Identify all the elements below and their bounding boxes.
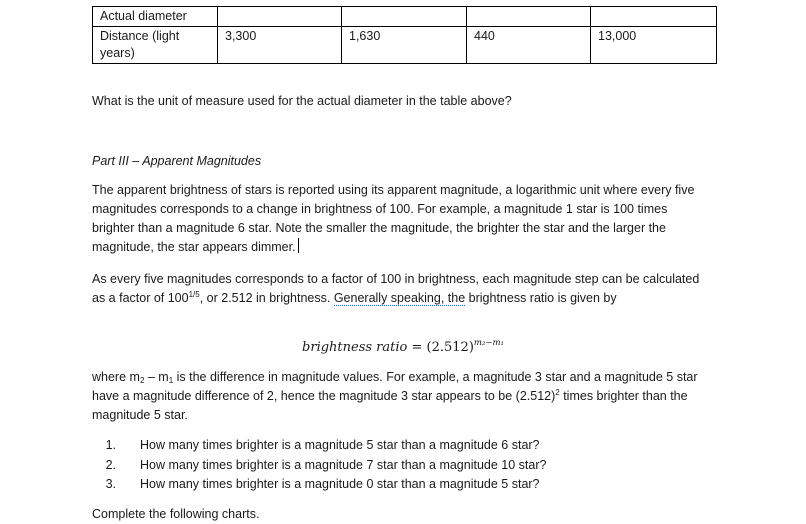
paragraph-factor-part1: As every five magnitudes corresponds to a factor of 100 in brightness, each magnitude step can be calculated as a factor of 100 bbox=[92, 272, 700, 305]
paragraph-factor[interactable] bbox=[92, 270, 712, 308]
table-cell[interactable] bbox=[342, 7, 467, 27]
list-item[interactable] bbox=[92, 436, 712, 456]
text-cursor bbox=[298, 238, 299, 253]
exponent-one-fifth: 1/5 bbox=[188, 290, 200, 299]
table-cell[interactable]: 1,630 bbox=[342, 27, 467, 64]
list-item-text: How many times brighter is a magnitude 7 star than a magnitude 10 star? bbox=[140, 457, 547, 472]
row-label-actual-diameter: Actual diameter bbox=[93, 7, 218, 27]
paragraph-example[interactable] bbox=[92, 368, 712, 425]
formula-exponent: m₂−m₁ bbox=[473, 338, 504, 348]
question-list bbox=[92, 436, 712, 495]
subscript-1: 1 bbox=[168, 376, 174, 385]
subscript-2: 2 bbox=[139, 376, 145, 385]
table-row-actual-diameter bbox=[93, 7, 717, 27]
brightness-ratio-formula[interactable] bbox=[0, 338, 806, 355]
formula-lhs: brightness ratio bbox=[302, 340, 408, 355]
grammar-flagged-text[interactable]: Generally speaking, the bbox=[333, 291, 466, 305]
paragraph-example-part3: is the difference in magnitude values. For example, a magnitude 3 star and a magnitude 5 star have a magnitude difference of 2, hence the magnitude 3 star appears to be (2.512) bbox=[92, 370, 698, 403]
paragraph-example-part2: – m bbox=[144, 370, 169, 384]
list-number: 3. bbox=[105, 477, 116, 491]
table-row-distance bbox=[93, 27, 717, 64]
row-label-distance bbox=[93, 27, 218, 64]
star-data-table bbox=[92, 6, 717, 64]
paragraph-example-part1: where m bbox=[92, 370, 140, 384]
section-heading[interactable]: Part III – Apparent Magnitudes bbox=[92, 154, 262, 168]
table-cell[interactable] bbox=[467, 7, 591, 27]
paragraph-example-part4: times brighter than the magnitude 5 star. bbox=[92, 389, 688, 422]
table-cell[interactable]: 13,000 bbox=[591, 27, 717, 64]
paragraph-factor-part2: , or 2.512 in brightness. bbox=[199, 291, 334, 305]
paragraph-intro-text: The apparent brightness of stars is reported using its apparent magnitude, a logarithmic unit where every five magnitudes corresponds to a change in brightness of 100. For example, a magnitude 1 star is 100 times brighter than a magnitude 6 star. Note the smaller the magnitude, the brighter the star and the larger the magnitude, the star appears dimmer. bbox=[92, 183, 695, 254]
paragraph-intro[interactable] bbox=[92, 181, 712, 257]
table-cell[interactable]: 440 bbox=[467, 27, 591, 64]
list-item-text: How many times brighter is a magnitude 0 star than a magnitude 5 star? bbox=[140, 477, 540, 491]
list-item[interactable] bbox=[92, 456, 712, 476]
instruction-complete-charts[interactable]: Complete the following charts. bbox=[92, 507, 260, 521]
list-item[interactable] bbox=[92, 475, 712, 495]
table-cell[interactable] bbox=[591, 7, 717, 27]
row-label-distance-text: Distance (light years) bbox=[100, 29, 180, 60]
formula-base: (2.512) bbox=[426, 340, 474, 355]
table-cell[interactable] bbox=[218, 7, 342, 27]
paragraph-factor-part3: brightness ratio is given by bbox=[465, 291, 617, 305]
list-number: 1. bbox=[105, 438, 116, 452]
table-cell[interactable]: 3,300 bbox=[218, 27, 342, 64]
formula-equals: = bbox=[407, 340, 427, 355]
list-item-text: How many times brighter is a magnitude 5 star than a magnitude 6 star? bbox=[140, 438, 540, 452]
list-number: 2. bbox=[105, 457, 116, 472]
superscript-2: 2 bbox=[555, 388, 560, 397]
question-diameter-unit[interactable]: What is the unit of measure used for the actual diameter in the table above? bbox=[92, 94, 512, 108]
